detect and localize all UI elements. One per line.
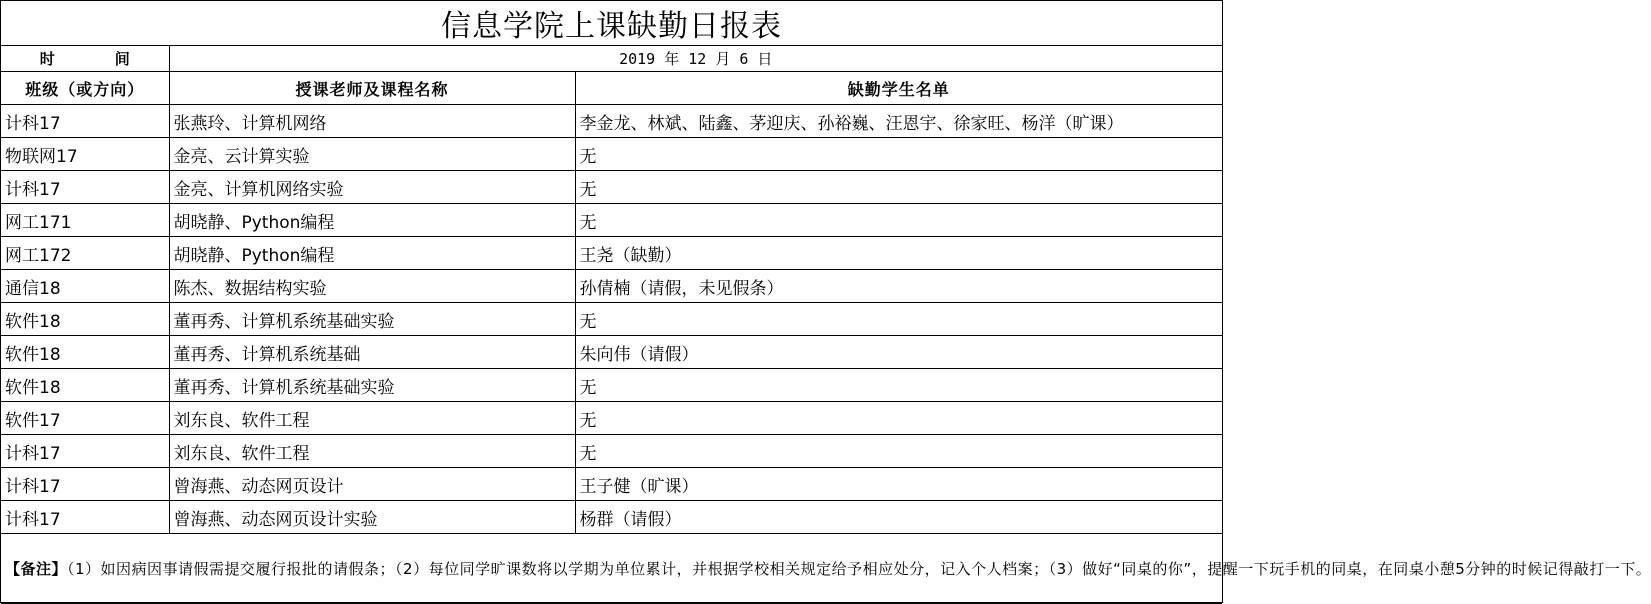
time-row: [1, 46, 1222, 72]
remark-row: [1, 534, 1222, 604]
teacher-course-cell: 刘东良、软件工程: [169, 435, 575, 468]
class-cell: 网工171: [1, 204, 169, 237]
teacher-course-cell: 金亮、云计算实验: [169, 138, 575, 171]
table-row: [1, 369, 1222, 402]
remark-cell: [1, 534, 1651, 604]
class-cell: 通信18: [1, 270, 169, 303]
time-label-left: 时: [39, 50, 55, 68]
absent-students-cell: 无: [575, 204, 1222, 237]
time-label: [1, 46, 169, 72]
table-row: [1, 336, 1222, 369]
absent-students-cell: 无: [575, 435, 1222, 468]
class-cell: 计科17: [1, 468, 169, 501]
class-cell: 计科17: [1, 105, 169, 138]
absent-students-cell: 无: [575, 303, 1222, 336]
table-row: [1, 501, 1222, 534]
class-cell: 软件18: [1, 336, 169, 369]
table-row: [1, 105, 1222, 138]
teacher-course-cell: 张燕玲、计算机网络: [169, 105, 575, 138]
time-label-right: 间: [114, 50, 130, 68]
absent-students-cell: 杨群（请假）: [575, 501, 1222, 534]
class-cell: 物联网17: [1, 138, 169, 171]
table-row: [1, 303, 1222, 336]
header-absent-students: 缺勤学生名单: [575, 72, 1222, 105]
absent-students-cell: 无: [575, 369, 1222, 402]
teacher-course-cell: 陈杰、数据结构实验: [169, 270, 575, 303]
absent-students-cell: 无: [575, 138, 1222, 171]
teacher-course-cell: 曾海燕、动态网页设计: [169, 468, 575, 501]
remark-label: 【备注】: [5, 559, 68, 578]
table-row: [1, 402, 1222, 435]
absent-students-cell: 无: [575, 402, 1222, 435]
absent-students-cell: 朱向伟（请假）: [575, 336, 1222, 369]
table-row: [1, 204, 1222, 237]
report-date: 2019 年 12 月 6 日: [169, 46, 1222, 72]
attendance-table: [1, 1, 1651, 604]
absent-students-cell: 李金龙、林斌、陆鑫、茅迎庆、孙裕巍、汪恩宇、徐家旺、杨洋（旷课）: [575, 105, 1222, 138]
teacher-course-cell: 金亮、计算机网络实验: [169, 171, 575, 204]
class-cell: 计科17: [1, 435, 169, 468]
absent-students-cell: 王子健（旷课）: [575, 468, 1222, 501]
title-row: [1, 1, 1222, 46]
table-row: [1, 138, 1222, 171]
absent-students-cell: 王尧（缺勤）: [575, 237, 1222, 270]
table-row: [1, 435, 1222, 468]
teacher-course-cell: 胡晓静、Python编程: [169, 237, 575, 270]
class-cell: 计科17: [1, 171, 169, 204]
class-cell: 软件18: [1, 369, 169, 402]
teacher-course-cell: 刘东良、软件工程: [169, 402, 575, 435]
class-cell: 软件17: [1, 402, 169, 435]
column-header-row: [1, 72, 1222, 105]
report-title: 信息学院上课缺勤日报表: [1, 1, 1222, 46]
teacher-course-cell: 董再秀、计算机系统基础实验: [169, 369, 575, 402]
absent-students-cell: 孙倩楠（请假，未见假条）: [575, 270, 1222, 303]
table-row: [1, 171, 1222, 204]
header-class: 班级（或方向）: [1, 72, 169, 105]
teacher-course-cell: 胡晓静、Python编程: [169, 204, 575, 237]
header-teacher-course: 授课老师及课程名称: [169, 72, 575, 105]
teacher-course-cell: 董再秀、计算机系统基础实验: [169, 303, 575, 336]
table-row: [1, 270, 1222, 303]
table-row: [1, 237, 1222, 270]
table-row: [1, 468, 1222, 501]
remark-text: （1）如因病因事请假需提交履行报批的请假条；（2）每位同学旷课数将以学期为单位累计，并根据学校相关规定给予相应处分，记入个人档案；（3）做好“同桌的你”，提醒一下玩手机的同桌，在同桌小憩5分钟的时候记得敲打一下。: [67, 559, 1651, 578]
teacher-course-cell: 董再秀、计算机系统基础: [169, 336, 575, 369]
class-cell: 软件18: [1, 303, 169, 336]
teacher-course-cell: 曾海燕、动态网页设计实验: [169, 501, 575, 534]
class-cell: 计科17: [1, 501, 169, 534]
absent-students-cell: 无: [575, 171, 1222, 204]
class-cell: 网工172: [1, 237, 169, 270]
